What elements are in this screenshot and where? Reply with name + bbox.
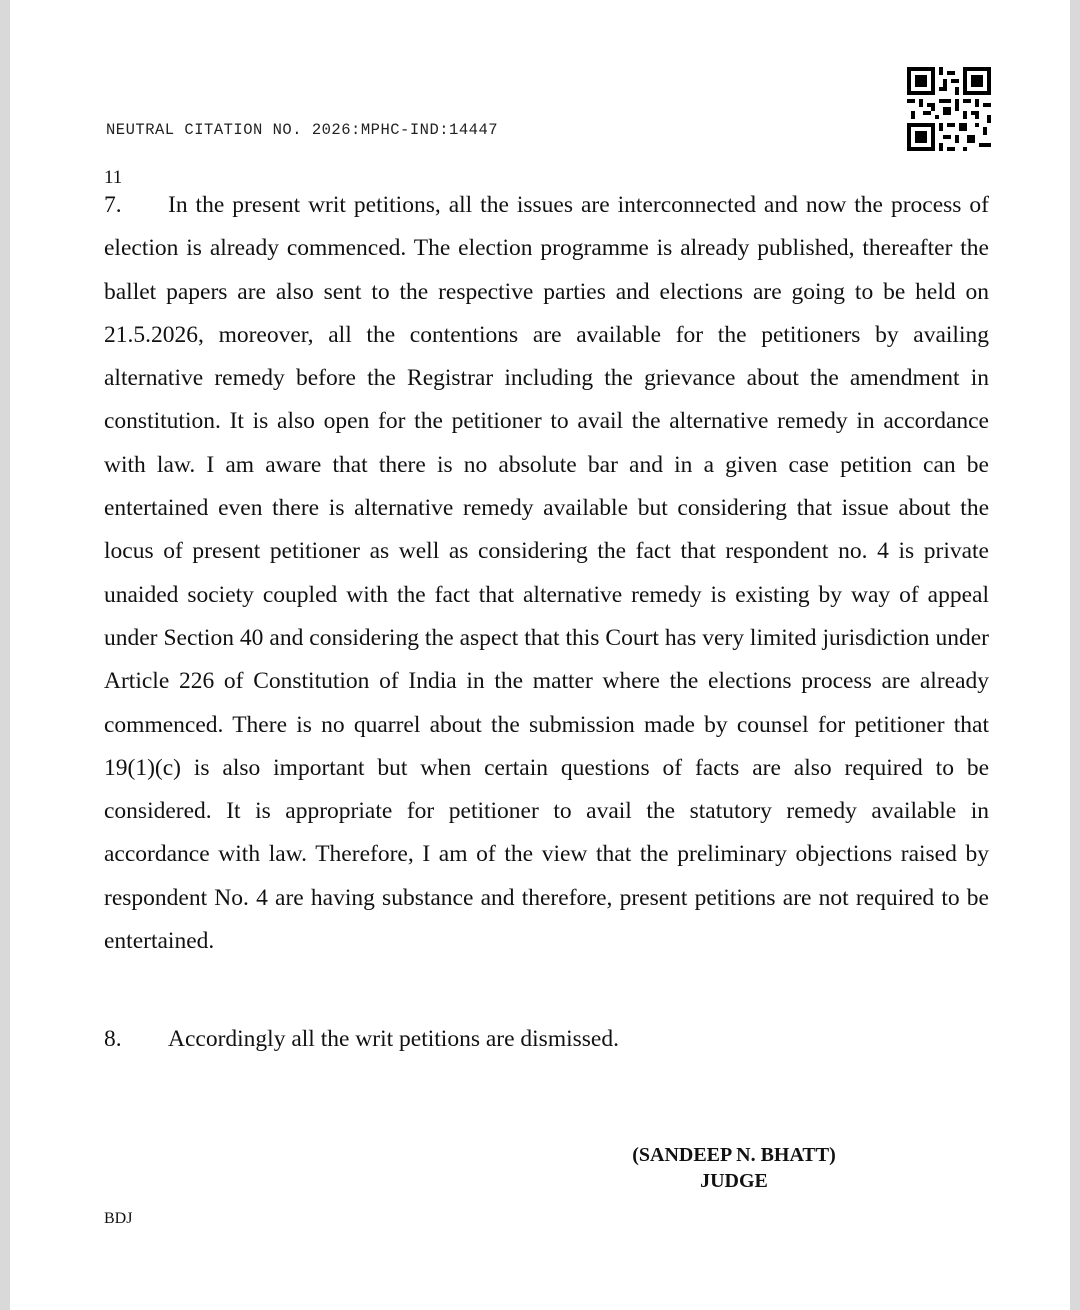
page-number: 11 — [104, 167, 123, 188]
paragraph-7 — [104, 184, 989, 963]
paragraph-text: Accordingly all the writ petitions are dismissed. — [168, 1026, 619, 1052]
paragraph-8 — [104, 1018, 989, 1061]
signature-block — [624, 1142, 844, 1194]
paragraph-number: 8. — [104, 1026, 122, 1052]
typist-initials: BDJ — [104, 1210, 133, 1227]
neutral-citation: NEUTRAL CITATION NO. 2026:MPHC-IND:14447 — [106, 121, 499, 139]
document-page — [10, 0, 1070, 1310]
judge-name: (SANDEEP N. BHATT) — [632, 1144, 836, 1166]
paragraph-number: 7. — [104, 192, 122, 218]
qr-code-icon — [907, 67, 991, 151]
judge-title: JUDGE — [700, 1170, 768, 1192]
paragraph-text: In the present writ petitions, all the issues are interconnected and now the process of election is already commenced. The election programme is already published, thereafter the ballet papers are also sent to the respective parties and elections are going to be held on 21.5.2026, moreover, all the contentions are available for the petitioners by availing alternative remedy before the Registrar including the grievance about the amendment in constitution. It is also open for the petitioner to avail the alternative remedy in accordance with law. I am aware that there is no absolute bar and in a given case petition can be entertained even there is alternative remedy available but considering that issue about the locus of present petitioner as well as considering the fact that respondent no. 4 is private unaided society coupled with the fact that alternative remedy is existing by way of appeal under Section 40 and considering the aspect that this Court has very limited jurisdiction under Article 226 of Constitution of India in the matter where the elections process are already commenced. There is no quarrel about the submission made by counsel for petitioner that 19(1)(c) is also important but when certain questions of facts are also required to be considered. It is appropriate for petitioner to avail the statutory remedy available in accordance with law. Therefore, I am of the view that the preliminary objections raised by respondent No. 4 are having substance and therefore, present petitions are not required to be entertained. — [104, 192, 989, 955]
